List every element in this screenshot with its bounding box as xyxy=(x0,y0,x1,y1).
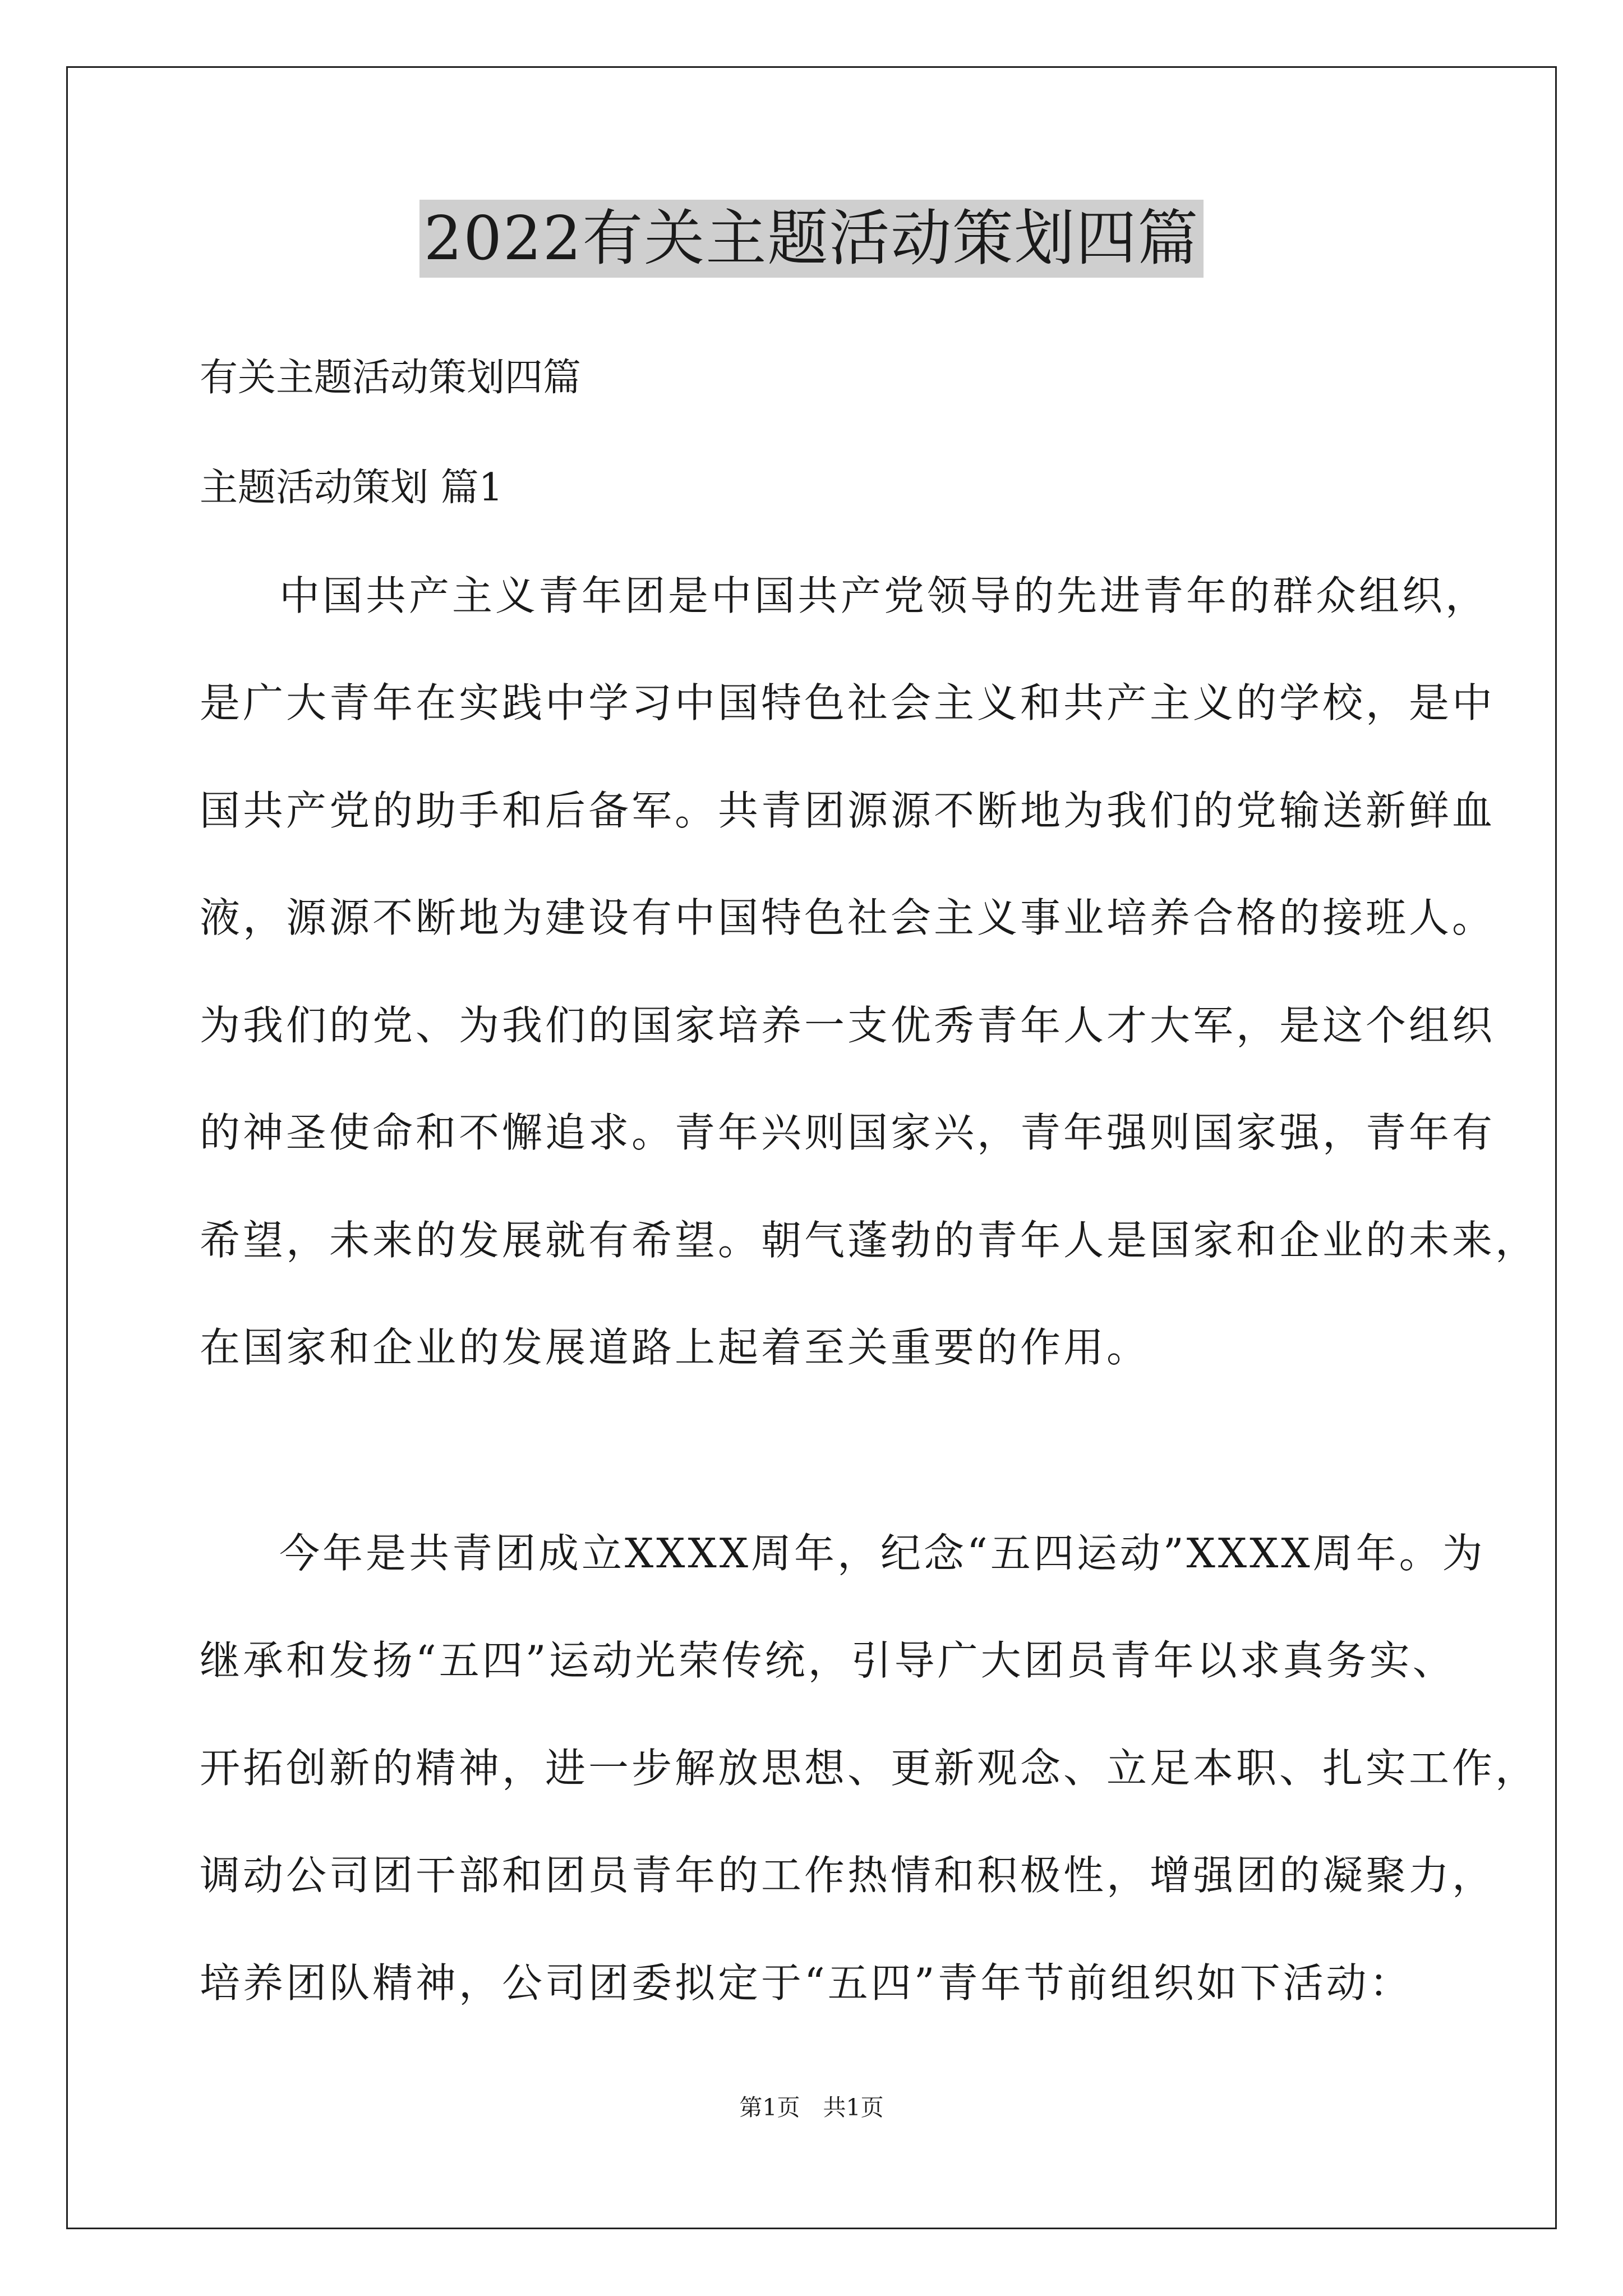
title-container xyxy=(0,200,1623,278)
paragraph-1-line: 希望，未来的发展就有希望。朝气蓬勃的青年人是国家和企业的未来， xyxy=(200,1217,1539,1264)
paragraph-1-line: 液，源源不断地为建设有中国特色社会主义事业培养合格的接班人。 xyxy=(200,894,1496,941)
paragraph-2-line: 开拓创新的精神，进一步解放思想、更新观念、立足本职、扎实工作， xyxy=(200,1745,1539,1792)
paragraph-1-line: 在国家和企业的发展道路上起着至关重要的作用。 xyxy=(200,1324,1150,1371)
paragraph-2-line: 今年是共青团成立XXXX周年，纪念“五四运动”XXXX周年。为 xyxy=(279,1530,1486,1577)
paragraph-2-line: 继承和发扬“五四”运动光荣传统，引导广大团员青年以求真务实、 xyxy=(200,1637,1456,1684)
document-subtitle: 有关主题活动策划四篇 xyxy=(200,356,582,400)
paragraph-1-line: 是广大青年在实践中学习中国特色社会主义和共产主义的学校，是中 xyxy=(200,679,1496,726)
paragraph-1-line: 的神圣使命和不懈追求。青年兴则国家兴，青年强则国家强，青年有 xyxy=(200,1109,1496,1156)
page-number-footer: 第1页 共1页 xyxy=(739,2094,884,2121)
paragraph-1-line: 国共产党的助手和后备军。共青团源源不断地为我们的党输送新鲜血 xyxy=(200,787,1496,834)
paragraph-2-line: 调动公司团干部和团员青年的工作热情和积极性，增强团的凝聚力， xyxy=(200,1852,1496,1899)
paragraph-2-line: 培养团队精神，公司团委拟定于“五四”青年节前组织如下活动： xyxy=(200,1959,1413,2007)
paragraph-1-line: 为我们的党、为我们的国家培养一支优秀青年人才大军，是这个组织 xyxy=(200,1002,1496,1049)
paragraph-1-line: 中国共产主义青年团是中国共产党领导的先进青年的群众组织， xyxy=(279,572,1489,619)
section-heading: 主题活动策划 篇1 xyxy=(200,466,503,510)
document-title: 2022有关主题活动策划四篇 xyxy=(419,200,1204,278)
